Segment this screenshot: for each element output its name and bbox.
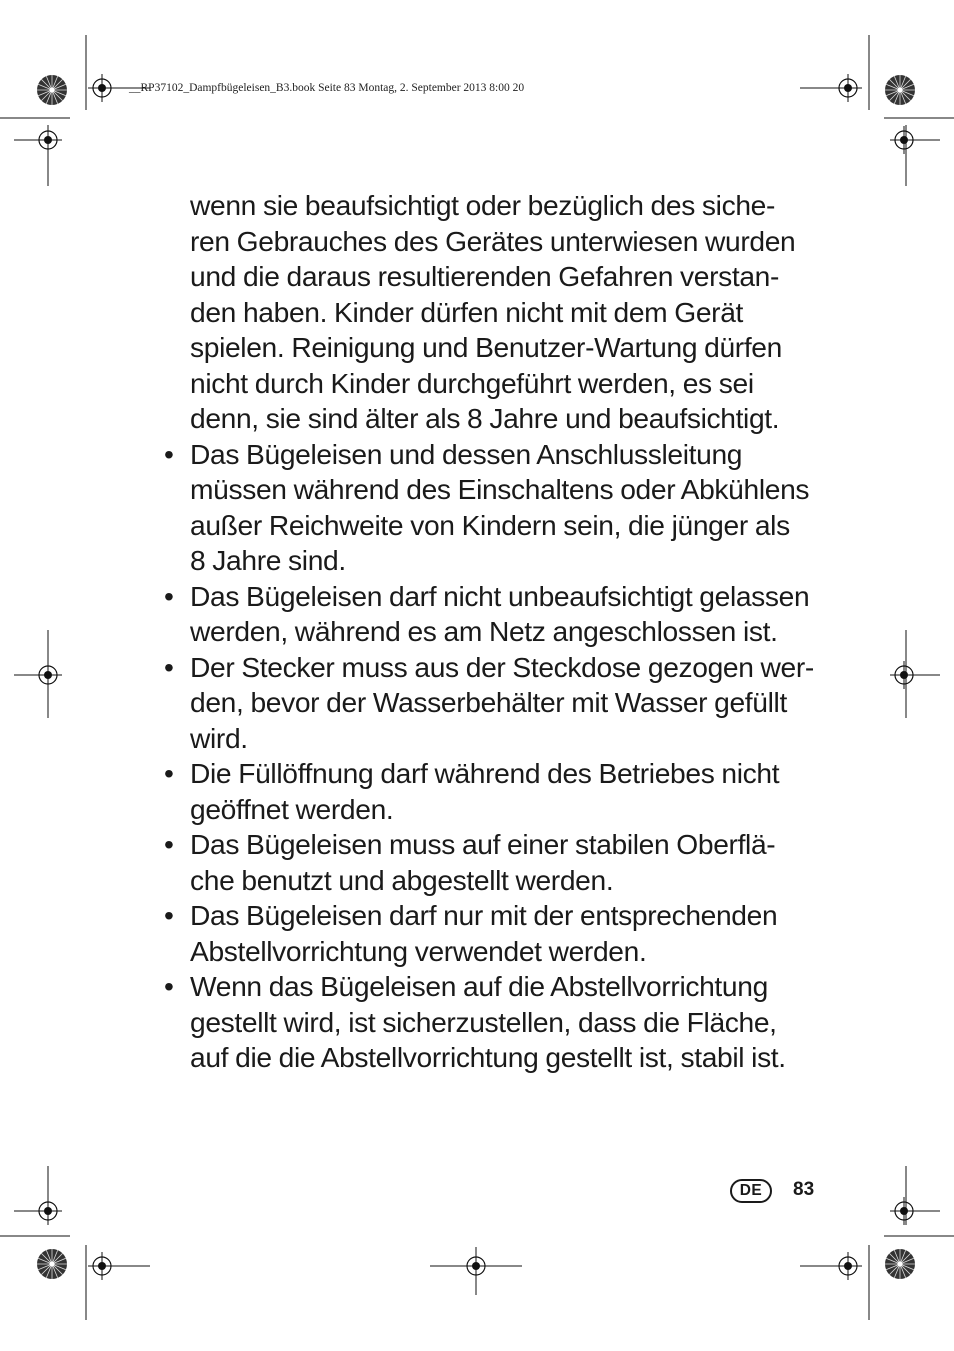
list-item-line: 8 Jahre sind. bbox=[190, 544, 346, 576]
list-item-line: Die Füllöffnung darf während des Betriebes nicht bbox=[190, 757, 780, 789]
list-item-line: Abstellvorrichtung verwendet werden. bbox=[190, 934, 647, 967]
list-item-line: geöffnet werden. bbox=[190, 792, 394, 825]
star-target-icon bbox=[37, 75, 67, 105]
list-item-line: Das Bügeleisen darf nicht unbeaufsichtigt gelassen bbox=[190, 579, 810, 612]
list-item-line: Der Stecker muss aus der Steckdose gezogen wer- bbox=[190, 650, 814, 683]
list-item-line: müssen während des Einschaltens oder Abkühlens bbox=[190, 473, 810, 505]
paragraph-line: wenn sie beaufsichtigt oder bezüglich des siche- bbox=[190, 189, 776, 221]
bullet-icon: • bbox=[164, 579, 174, 612]
page-body bbox=[164, 188, 830, 1076]
list-item-line: Wenn das Bügeleisen auf die Abstellvorrichtung bbox=[190, 970, 768, 1002]
page-number: 83 bbox=[793, 1179, 815, 1200]
list-item-line: auf die die Abstellvorrichtung gestellt ist, stabil ist. bbox=[190, 1041, 786, 1073]
list-item bbox=[164, 579, 830, 650]
paragraph-line: spielen. Reinigung und Benutzer-Wartung dürfen bbox=[190, 331, 782, 363]
list-item-line: außer Reichweite von Kindern sein, die jünger als bbox=[190, 508, 790, 541]
bullet-icon: • bbox=[164, 970, 174, 1002]
list-item-line: Das Bügeleisen muss auf einer stabilen Oberflä- bbox=[190, 828, 776, 860]
bullet-icon: • bbox=[164, 437, 174, 470]
list-item bbox=[164, 437, 830, 579]
paragraph-line: und die daraus resultierenden Gefahren verstan- bbox=[190, 260, 780, 292]
list-item-line: gestellt wird, ist sicherzustellen, dass die Fläche, bbox=[190, 1005, 777, 1038]
list-item bbox=[164, 969, 830, 1076]
list-item-line: Das Bügeleisen darf nur mit der entsprechenden bbox=[190, 899, 778, 931]
bullet-icon: • bbox=[164, 650, 174, 683]
star-target-icon bbox=[37, 1249, 67, 1279]
list-item-line: den, bevor der Wasserbehälter mit Wasser gefüllt bbox=[190, 686, 787, 718]
star-target-icon bbox=[885, 1249, 915, 1279]
list-item-line: che benutzt und abgestellt werden. bbox=[190, 863, 614, 896]
list-item-line: Das Bügeleisen und dessen Anschlussleitung bbox=[190, 437, 743, 470]
list-item-line: werden, während es am Netz angeschlossen ist. bbox=[190, 615, 778, 647]
star-target-icon bbox=[885, 75, 915, 105]
list-item-line: wird. bbox=[190, 721, 248, 754]
bullet-icon: • bbox=[164, 899, 174, 931]
paragraph-line: nicht durch Kinder durchgeführt werden, es sei bbox=[190, 366, 754, 399]
language-badge: DE bbox=[730, 1179, 772, 1203]
bullet-icon: • bbox=[164, 757, 174, 789]
paragraph-line: ren Gebrauches des Gerätes unterwiesen wurden bbox=[190, 224, 796, 257]
paragraph-line: denn, sie sind älter als 8 Jahre und beaufsichtigt. bbox=[190, 402, 780, 434]
print-slug: __RP37102_Dampfbügeleisen_B3.book Seite 83 Montag, 2. September 2013 8:00 20 bbox=[129, 82, 525, 94]
paragraph-line: den haben. Kinder dürfen nicht mit dem Gerät bbox=[190, 295, 744, 328]
list-item bbox=[164, 756, 830, 827]
list-item bbox=[164, 650, 830, 757]
bullet-icon: • bbox=[164, 828, 174, 860]
list-item bbox=[164, 827, 830, 898]
list-item bbox=[164, 898, 830, 969]
